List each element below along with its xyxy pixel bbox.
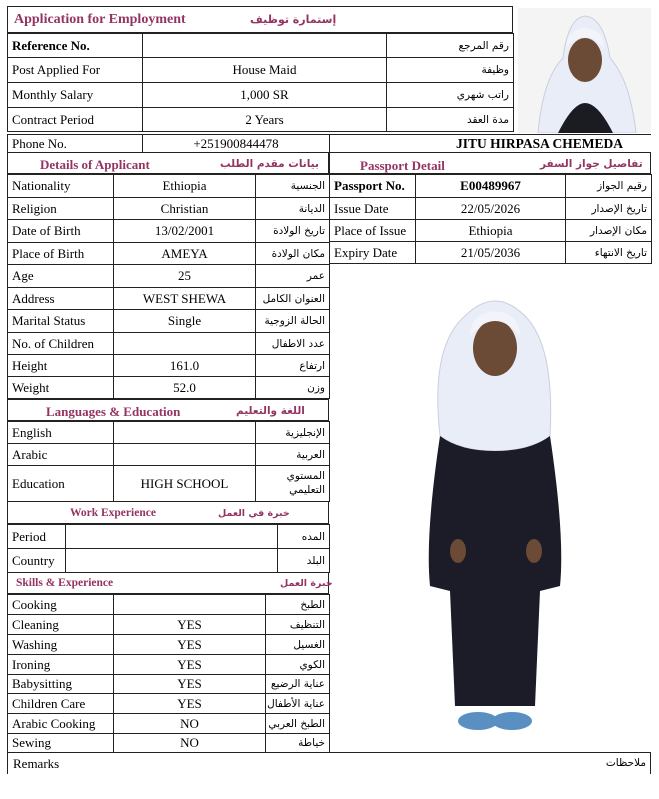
row-label-ar: وظيفة — [387, 58, 514, 83]
row-value: 22/05/2026 — [416, 198, 566, 220]
remarks-label-ar: ملاحظات — [605, 757, 646, 769]
row-value: 13/02/2001 — [114, 220, 256, 243]
period-label: Period — [8, 525, 66, 549]
salary-row — [8, 83, 514, 108]
title-bar — [7, 6, 513, 33]
post-row — [8, 58, 514, 83]
row-label: Date of Birth — [8, 220, 114, 243]
row-value — [114, 333, 256, 355]
row-label: Cooking — [8, 595, 114, 615]
row-value: Ethiopia — [114, 175, 256, 198]
work-title-ar: خبرة في العمل — [218, 508, 290, 519]
row-label-ar: وزن — [256, 377, 330, 399]
row-label: Contract Period — [8, 108, 143, 132]
row-label-ar: عناية الأطفال — [266, 694, 330, 714]
details-header — [7, 152, 329, 174]
row-label: Ironing — [8, 655, 114, 675]
row-value: Ethiopia — [416, 220, 566, 242]
row-value: E00489967 — [416, 175, 566, 198]
english-value — [114, 422, 256, 444]
top-info-table — [7, 33, 514, 132]
details-table — [7, 174, 330, 399]
row-label: Reference No. — [8, 34, 143, 58]
row-label: Religion — [8, 198, 114, 220]
row-label: Address — [8, 288, 114, 310]
passport-table — [329, 174, 652, 264]
row-label: Weight — [8, 377, 114, 399]
row-label: Height — [8, 355, 114, 377]
row-value: Christian — [114, 198, 256, 220]
washing-row — [8, 635, 330, 655]
row-label: Issue Date — [330, 198, 416, 220]
cooking-row — [8, 595, 330, 615]
row-label-ar: الديانة — [256, 198, 330, 220]
row-label: No. of Children — [8, 333, 114, 355]
row-label: Place of Issue — [330, 220, 416, 242]
row-label-ar: تاريخ الانتهاء — [566, 242, 652, 264]
remarks-row — [7, 752, 651, 774]
row-label-ar: عمر — [256, 265, 330, 288]
country-label-ar: البلد — [278, 549, 330, 573]
passport-title-en: Passport Detail — [360, 158, 445, 173]
expiry-date-row — [330, 242, 652, 264]
details-title-en: Details of Applicant — [40, 157, 150, 172]
row-label-ar: عدد الاطفال — [256, 333, 330, 355]
row-label-ar: الجنسية — [256, 175, 330, 198]
contract-value: 2 Years — [143, 108, 387, 132]
country-label: Country — [8, 549, 66, 573]
place-of-issue-row — [330, 220, 652, 242]
pob-row — [8, 243, 330, 265]
work-header — [7, 501, 329, 524]
portrait-illustration — [518, 8, 651, 133]
row-label-ar: الطبخ العربي — [266, 714, 330, 734]
row-label: Sewing — [8, 734, 114, 753]
country-value — [66, 549, 278, 573]
row-value: YES — [114, 675, 266, 694]
row-label-ar: خياطة — [266, 734, 330, 753]
row-value: YES — [114, 694, 266, 714]
applicant-name: JITU HIRPASA CHEMEDA — [456, 136, 624, 151]
row-label-ar: ارتفاع — [256, 355, 330, 377]
phone-table — [7, 134, 330, 153]
row-value: YES — [114, 635, 266, 655]
arabic-value — [114, 444, 256, 466]
row-label: Post Applied For — [8, 58, 143, 83]
row-label: Passport No. — [330, 175, 416, 198]
row-label: Babysitting — [8, 675, 114, 694]
row-label-ar: مدة العقد — [387, 108, 514, 132]
row-label-ar: راتب شهري — [387, 83, 514, 108]
dob-row — [8, 220, 330, 243]
work-title-en: Work Experience — [70, 507, 156, 519]
details-title-ar: بيانات مقدم الطلب — [220, 158, 319, 170]
phone-label: Phone No. — [8, 135, 143, 153]
row-label-ar: تاريخ الولادة — [256, 220, 330, 243]
post-value: House Maid — [143, 58, 387, 83]
language-label-ar: العربية — [256, 444, 330, 466]
row-label-ar: الكوي — [266, 655, 330, 675]
language-label: Arabic — [8, 444, 114, 466]
title-ar: إستمارة توظيف — [250, 13, 337, 26]
row-label-ar: التنظيف — [266, 615, 330, 635]
education-label: Education — [8, 466, 114, 502]
language-label-ar: الإنجليزية — [256, 422, 330, 444]
name-cell — [329, 134, 651, 152]
cleaning-row — [8, 615, 330, 635]
row-label-ar: الطبخ — [266, 595, 330, 615]
passport-header — [329, 152, 651, 174]
arabic-cooking-row — [8, 714, 330, 734]
skills-title-en: Skills & Experience — [16, 577, 114, 589]
row-label-ar: مكان الولادة — [256, 243, 330, 265]
row-label-ar: رقيم الجواز — [566, 175, 652, 198]
title-en: Application for Employment — [14, 12, 186, 27]
row-value — [114, 595, 266, 615]
row-value: NO — [114, 734, 266, 753]
address-row — [8, 288, 330, 310]
row-label: Arabic Cooking — [8, 714, 114, 734]
babysitting-row — [8, 675, 330, 694]
passport-title-ar: تفاصيل جواز السفر — [540, 158, 643, 170]
period-value — [66, 525, 278, 549]
period-label-ar: المده — [278, 525, 330, 549]
languages-table — [7, 421, 330, 502]
age-row — [8, 265, 330, 288]
row-value: WEST SHEWA — [114, 288, 256, 310]
row-label-ar: العنوان الكامل — [256, 288, 330, 310]
reference-row — [8, 34, 514, 58]
nationality-row — [8, 175, 330, 198]
row-value: 25 — [114, 265, 256, 288]
religion-row — [8, 198, 330, 220]
contract-row — [8, 108, 514, 132]
skills-table — [7, 594, 330, 753]
row-label: Expiry Date — [330, 242, 416, 264]
reference-value — [143, 34, 387, 58]
children-care-row — [8, 694, 330, 714]
weight-row — [8, 377, 330, 399]
row-label: Monthly Salary — [8, 83, 143, 108]
remarks-label: Remarks — [13, 756, 60, 771]
work-table — [7, 524, 330, 573]
row-label-ar: تاريخ الإصدار — [566, 198, 652, 220]
row-label: Washing — [8, 635, 114, 655]
education-value: HIGH SCHOOL — [114, 466, 256, 502]
children-row — [8, 333, 330, 355]
row-value: YES — [114, 615, 266, 635]
row-label: Nationality — [8, 175, 114, 198]
issue-date-row — [330, 198, 652, 220]
row-value: YES — [114, 655, 266, 675]
row-label-ar: الحالة الزوجية — [256, 310, 330, 333]
row-label-ar: مكان الإصدار — [566, 220, 652, 242]
row-value: 161.0 — [114, 355, 256, 377]
row-label: Age — [8, 265, 114, 288]
languages-title-ar: اللغة والتعليم — [236, 405, 305, 417]
row-label-ar: الغسيل — [266, 635, 330, 655]
languages-header — [7, 399, 329, 421]
sewing-row — [8, 734, 330, 753]
height-row — [8, 355, 330, 377]
row-value: AMEYA — [114, 243, 256, 265]
row-value: 21/05/2036 — [416, 242, 566, 264]
row-value: NO — [114, 714, 266, 734]
row-value: Single — [114, 310, 256, 333]
row-label: Cleaning — [8, 615, 114, 635]
languages-title-en: Languages & Education — [46, 404, 181, 419]
full-body-illustration — [410, 286, 580, 741]
ironing-row — [8, 655, 330, 675]
applicant-full-photo — [410, 286, 580, 741]
salary-value: 1,000 SR — [143, 83, 387, 108]
row-label: Marital Status — [8, 310, 114, 333]
passport-no-row — [330, 175, 652, 198]
row-value: 52.0 — [114, 377, 256, 399]
skills-header — [7, 572, 333, 594]
marital-row — [8, 310, 330, 333]
row-label: Children Care — [8, 694, 114, 714]
row-label: Place of Birth — [8, 243, 114, 265]
education-label-ar: المستوي التعليمي — [256, 466, 330, 502]
row-label-ar: عناية الرضيع — [266, 675, 330, 694]
applicant-portrait-photo — [518, 8, 651, 133]
skills-title-ar: خبرة العمل — [280, 578, 333, 589]
phone-value: +251900844478 — [143, 135, 330, 153]
row-label-ar: رقم المرجع — [387, 34, 514, 58]
language-label: English — [8, 422, 114, 444]
